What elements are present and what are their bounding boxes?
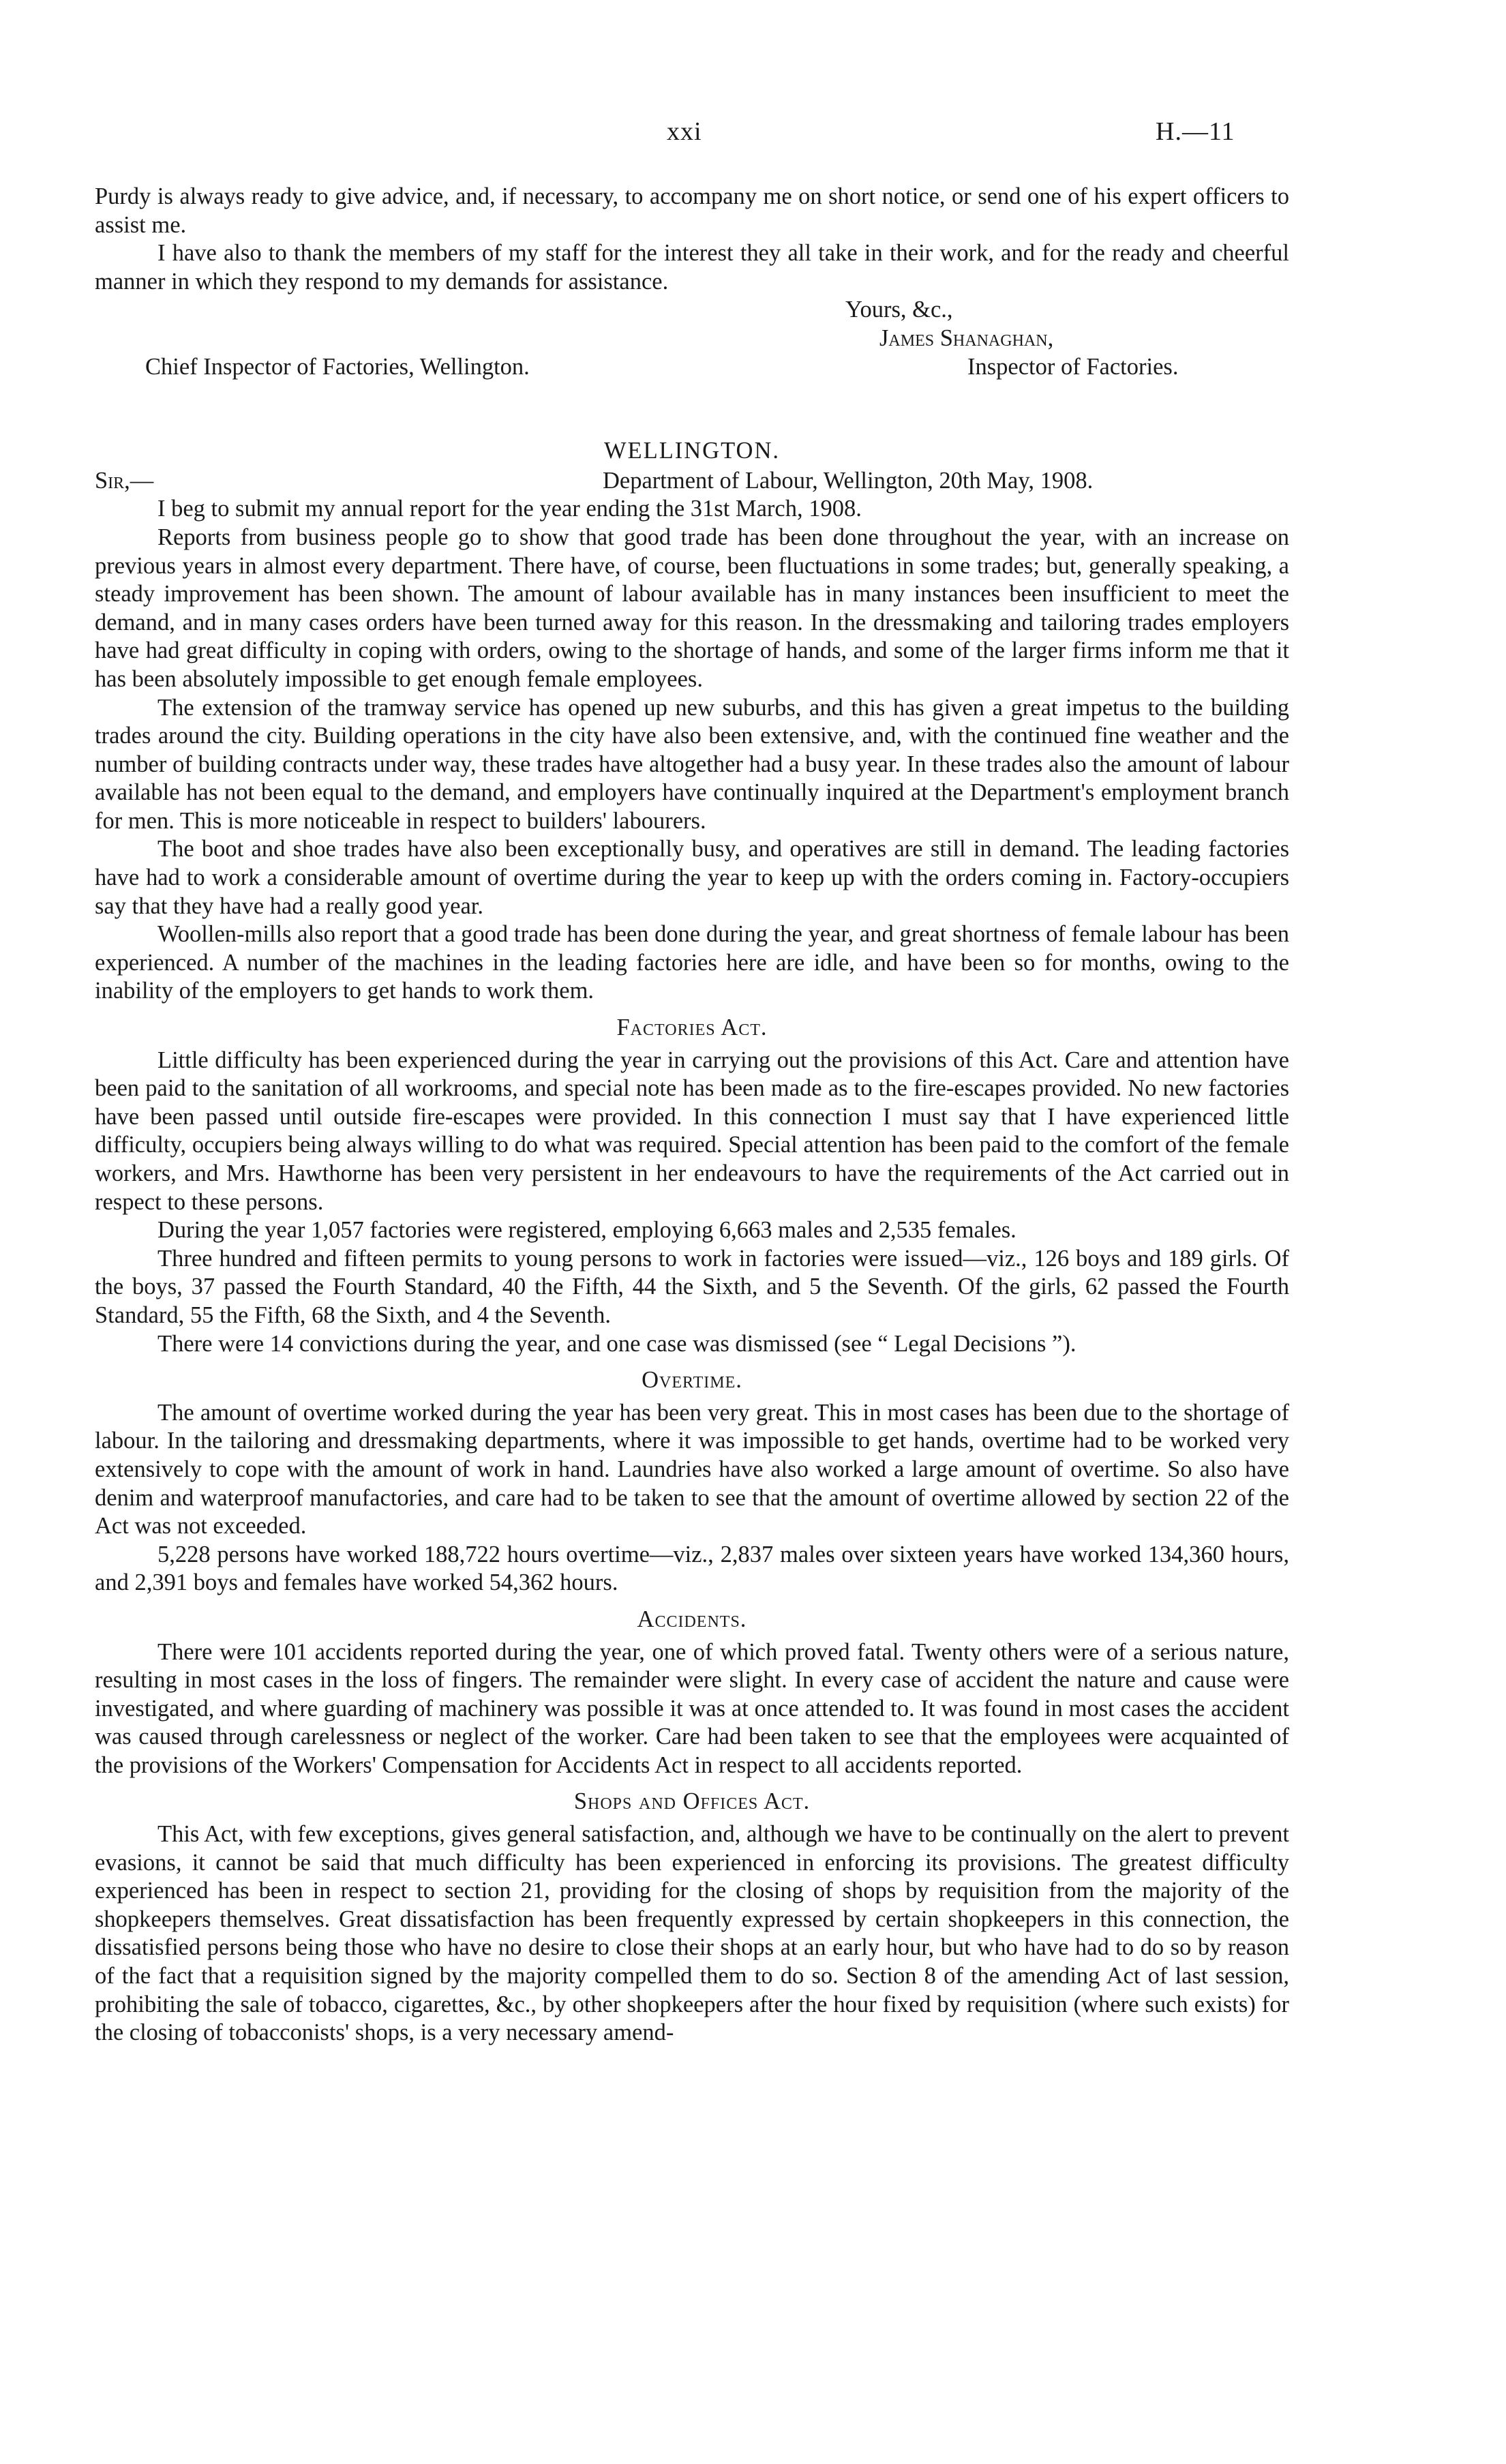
document-reference: H.—11 bbox=[1156, 117, 1235, 146]
addressee: Chief Inspector of Factories, Wellington. bbox=[145, 353, 530, 380]
paragraph: Little difficulty has been experienced during the year in carrying out the provisions of this Act. Care and attention have been paid to the sanitation of all workrooms, and special note has been made as to the fire-escapes provided. No new factories have been passed until outside fire-escapes were provided. In this connection I must say that I have experienced little difficulty, occupiers being always willing to do what was required. Special attention has been paid to the comfort of the female workers, and Mrs. Hawthorne has been very persistent in her endeavours to have the requirements of the Act carried out in respect to these persons. bbox=[95, 1047, 1289, 1215]
paragraph: The amount of overtime worked during the year has been very great. This in most cases has been due to the shortage of labour. In the tailoring and dressmaking departments, where it was impossible to get hands, overtime had to be worked very extensively to cope with the amount of work in hand. Laundries have also worked a large amount of overtime. So also have denim and waterproof manufactories, and care had to be taken to see that the amount of overtime allowed by section 22 of the Act was not exceeded. bbox=[95, 1399, 1289, 1539]
signatory-title: Inspector of Factories. bbox=[967, 353, 1179, 380]
paragraph: There were 14 convictions during the year, and one case was dismissed (see “ Legal Decisions ”). bbox=[157, 1330, 1076, 1357]
paragraph-thanks: I have also to thank the members of my staff for the interest they all take in their work, and for the ready and cheerful manner in which they respond to my demands for assistance. bbox=[95, 240, 1289, 295]
addressee-line bbox=[95, 353, 1289, 382]
signatory-line bbox=[95, 325, 1289, 353]
paragraph: Woollen-mills also report that a good trade has been done during the year, and great shortness of female labour has been experienced. A number of the machines in the leading factories here are idle, and have been so for months, owing to the inability of the employers to get hands to work them. bbox=[95, 921, 1289, 1004]
paragraph: Reports from business people go to show that good trade has been done throughout the year, with an increase on previous years in almost every department. There have, of course, been fluctuations in some trades; but, generally speaking, a steady improvement has been shown. The amount of labour available has in many instances been insufficient to meet the demand, and in many cases orders have been turned away for this reason. In the dressmaking and tailoring trades employers have had great difficulty in coping with orders, owing to the shortage of hands, and some of the larger firms inform me that it has been absolutely impossible to get enough female employees. bbox=[95, 524, 1289, 692]
salutation: Sir,— bbox=[95, 467, 154, 494]
paragraph: There were 101 accidents reported during the year, one of which proved fatal. Twenty others were of a serious nature, resulting in most cases in the loss of fingers. The remainder were slight. In every case of accident the nature and cause were investigated, and where guarding of machinery was possible it was at once attended to. It was found in most cases the accident was caused through carelessness or neglect of the worker. Care had been taken to see that the employees were acquainted of the provisions of the Workers' Compensation for Accidents Act in respect to all accidents reported. bbox=[95, 1638, 1289, 1778]
intro-paragraph: I beg to submit my annual report for the year ending the 31st March, 1908. bbox=[157, 496, 862, 522]
signatory-name: James Shanaghan, bbox=[879, 325, 1054, 351]
closing-line bbox=[95, 296, 1289, 325]
paragraph: The boot and shoe trades have also been exceptionally busy, and operatives are still in demand. The leading factories have had to work a considerable amount of overtime during the year to keep up with the orders coming in. Factory-occupiers say that they have had a really good year. bbox=[95, 836, 1289, 919]
paragraph: This Act, with few exceptions, gives general satisfaction, and, although we have to be continually on the alert to prevent evasions, it cannot be said that much difficulty has been experienced in enforcing its provisions. The greatest difficulty experienced has been in respect to section 21, providing for the closing of shops by requisition from the majority of the shopkeepers themselves. Great dissatisfaction has been frequently expressed by certain shopkeepers in this connection, the dissatisfied persons being those who have no desire to close their shops at an early hour, but who have had to do so by reason of the fact that a requisition signed by the majority compelled them to do so. Section 8 of the amending Act of last session, prohibiting the sale of tobacco, cigarettes, &c., by other shopkeepers after the hour fixed by requisition (where such exists) for the closing of tobacconists' shops, is a very necessary amend- bbox=[95, 1821, 1289, 2046]
closing: Yours, &c., bbox=[845, 297, 953, 323]
paragraph: Three hundred and fifteen permits to young persons to work in factories were issued—viz., 126 boys and 189 girls. Of the boys, 37 passed the Fourth Standard, 40 the Fifth, 44 the Sixth, and 5 the Seventh. Of the girls, 62 passed the Fourth Standard, 55 the Fifth, 68 the Sixth, and 4 the Seventh. bbox=[95, 1245, 1289, 1328]
paragraph: 5,228 persons have worked 188,722 hours overtime—viz., 2,837 males over sixteen years have worked 134,360 hours, and 2,391 boys and females have worked 54,362 hours. bbox=[95, 1541, 1289, 1596]
dateline: Department of Labour, Wellington, 20th May, 1908. bbox=[603, 467, 1094, 494]
heading-factories-act: Factories Act. bbox=[616, 1015, 768, 1041]
heading-overtime: Overtime. bbox=[642, 1367, 742, 1394]
page-body bbox=[95, 183, 1289, 2047]
paragraph: During the year 1,057 factories were registered, employing 6,663 males and 2,535 females. bbox=[157, 1217, 1016, 1244]
paragraph-continuation: Purdy is always ready to give advice, and, if necessary, to accompany me on short notice, or send one of his expert officers to assist me. bbox=[95, 183, 1289, 238]
section-title-wellington: WELLINGTON. bbox=[603, 438, 780, 464]
paragraph: The extension of the tramway service has opened up new suburbs, and this has given a great impetus to the building trades around the city. Building operations in the city have also been extensive, and, with the continued fine weather and the number of building contracts under way, these trades have altogether had a busy year. In these trades also the amount of labour available has not been equal to the demand, and employers have continually inquired at the Department's employment branch for men. This is more noticeable in respect to builders' labourers. bbox=[95, 694, 1289, 834]
heading-shops-offices-act: Shops and Offices Act. bbox=[573, 1788, 811, 1815]
salutation-dateline bbox=[95, 467, 1289, 496]
heading-accidents: Accidents. bbox=[637, 1606, 747, 1632]
page-number: xxi bbox=[667, 117, 702, 146]
